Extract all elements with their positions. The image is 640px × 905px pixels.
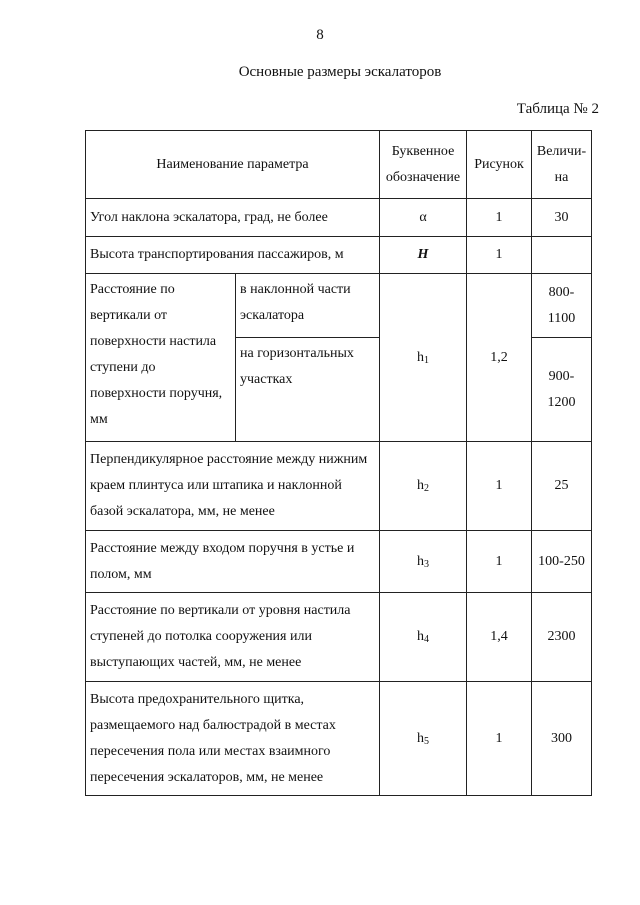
table-row bbox=[86, 531, 592, 593]
row-value: 25 bbox=[532, 442, 592, 531]
row-value-inclined: 800-1100 bbox=[532, 274, 592, 338]
row-parameter: Высота предохранительного щитка, размещаемого над балюстрадой в местах пересечения пола или местах взаимного пересечения эскалаторов, мм, не менее bbox=[86, 682, 380, 796]
header-symbol-line2: обозначение bbox=[385, 169, 461, 185]
row-parameter: Перпендикулярное расстояние между нижним краем плинтуса или штапика и наклонной базой эскалатора, мм, не менее bbox=[86, 442, 380, 531]
header-value bbox=[532, 131, 592, 199]
row-figure: 1 bbox=[467, 237, 532, 274]
row-symbol bbox=[380, 442, 467, 531]
row-figure: 1 bbox=[467, 531, 532, 593]
header-symbol bbox=[380, 131, 467, 199]
header-figure: Рисунок bbox=[467, 131, 532, 199]
symbol-subscript: 4 bbox=[424, 634, 429, 645]
row-value-horizontal: 900-1200 bbox=[532, 338, 592, 442]
symbol-subscript: 5 bbox=[424, 735, 429, 747]
table-row bbox=[86, 682, 592, 796]
symbol-base: h bbox=[417, 629, 424, 644]
row-value: 2300 bbox=[532, 593, 592, 682]
row-parameter: Расстояние по вертикали от уровня настила ступеней до потолка сооружения или выступающих частей, мм, не менее bbox=[86, 593, 380, 682]
table-row bbox=[86, 442, 592, 531]
table-header-row bbox=[86, 131, 592, 199]
row-subparameter-horizontal: на горизонтальных участках bbox=[236, 338, 380, 442]
row-parameter: Угол наклона эскалатора, град, не более bbox=[86, 199, 380, 237]
row-value: 30 bbox=[532, 199, 592, 237]
row-symbol bbox=[380, 531, 467, 593]
row-parameter: Расстояние между входом поручня в устье и полом, мм bbox=[86, 531, 380, 593]
symbol-subscript: 1 bbox=[424, 354, 429, 366]
header-value-line1: Величи- bbox=[536, 143, 587, 159]
table-row bbox=[86, 593, 592, 682]
row-subparameter-inclined: в наклонной части эскалатора bbox=[236, 274, 380, 338]
page-number: 8 bbox=[316, 27, 324, 43]
dimensions-table bbox=[85, 130, 592, 796]
row-value bbox=[532, 237, 592, 274]
header-parameter: Наименование параметра bbox=[86, 131, 380, 199]
table-row bbox=[86, 237, 592, 274]
row-symbol bbox=[380, 593, 467, 682]
symbol-subscript: 2 bbox=[424, 483, 429, 494]
symbol-base: h bbox=[417, 730, 424, 746]
row-parameter: Расстояние по вертикали от поверхности настила ступени до поверхности поручня, мм bbox=[86, 274, 236, 442]
row-figure: 1 bbox=[467, 682, 532, 796]
row-parameter: Высота транспортирования пассажиров, м bbox=[86, 237, 380, 274]
table-label: Таблица № 2 bbox=[516, 101, 599, 117]
row-figure: 1 bbox=[467, 199, 532, 237]
row-symbol: H bbox=[380, 237, 467, 274]
row-figure: 1 bbox=[467, 442, 532, 531]
symbol-subscript: 3 bbox=[424, 558, 429, 570]
symbol-base: h bbox=[417, 553, 424, 569]
row-symbol bbox=[380, 274, 467, 442]
header-value-line2: на bbox=[554, 169, 569, 185]
row-value: 300 bbox=[532, 682, 592, 796]
symbol-base: h bbox=[417, 349, 424, 365]
row-symbol: α bbox=[380, 199, 467, 237]
table-row bbox=[86, 199, 592, 237]
row-symbol bbox=[380, 682, 467, 796]
document-title: Основные размеры эскалаторов bbox=[238, 64, 442, 80]
table-row bbox=[86, 274, 592, 338]
header-symbol-line1: Буквенное bbox=[391, 143, 455, 159]
symbol-base: h bbox=[417, 478, 424, 493]
row-figure: 1,2 bbox=[467, 274, 532, 442]
row-value: 100-250 bbox=[532, 531, 592, 593]
row-figure: 1,4 bbox=[467, 593, 532, 682]
